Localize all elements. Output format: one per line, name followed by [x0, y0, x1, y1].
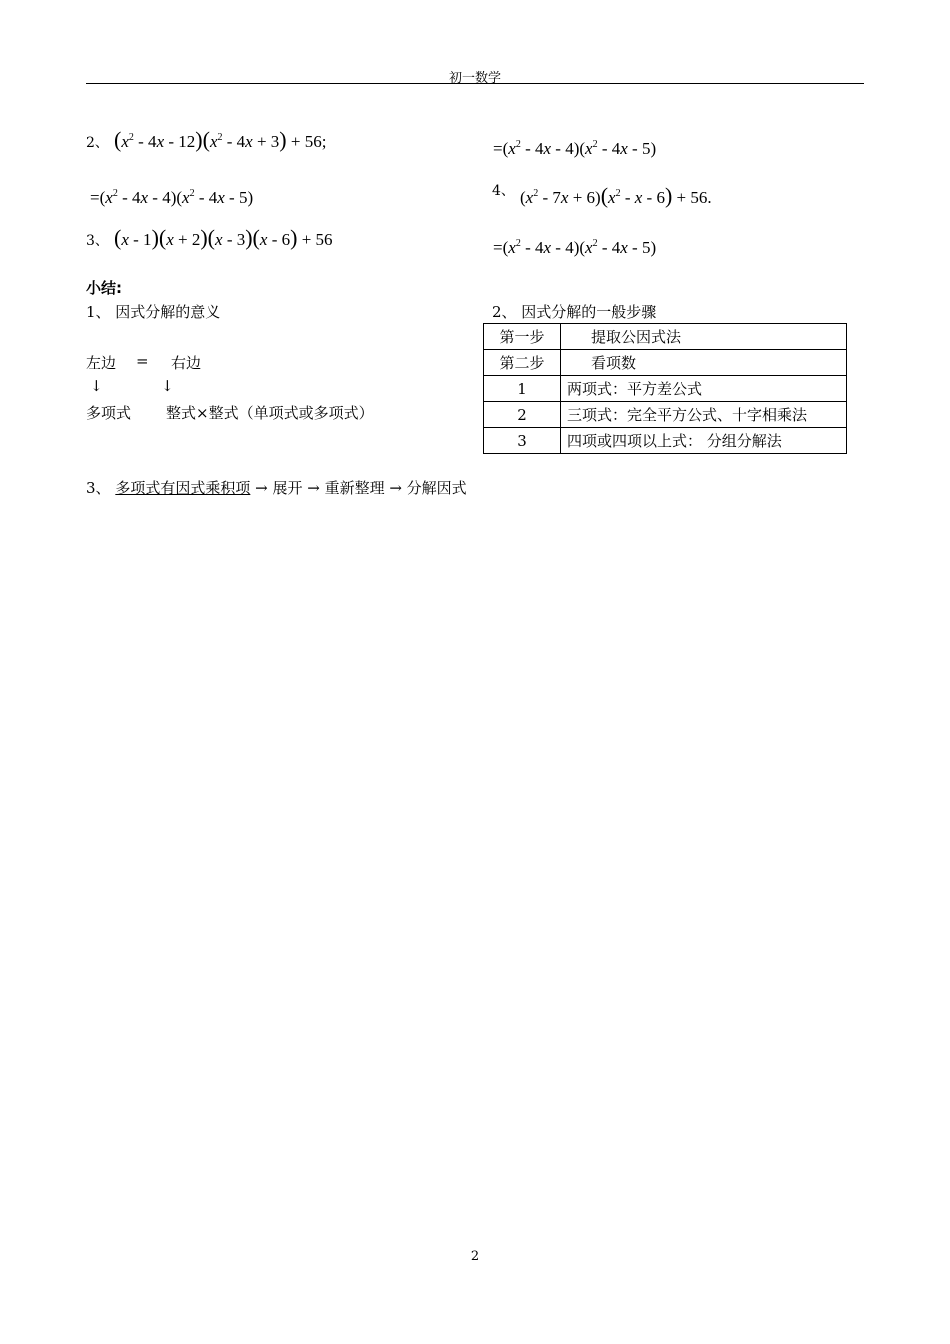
- method-cell: 看项数: [561, 350, 847, 376]
- exercise-2-formula: $(x^2 - 4x - 12)(x^2 - 4x + 3) + 56$;: [114, 127, 327, 152]
- method-cell: 三项式：完全平方公式、十字相乘法: [561, 402, 847, 428]
- method-cell: 两项式：平方差公式: [561, 376, 847, 402]
- label-product: 整式×整式（单项式或多项式）: [166, 404, 374, 422]
- equals-sign: =: [493, 238, 503, 257]
- arrow-down-icon: ↓: [161, 377, 174, 395]
- exercise-3-label: 3、: [86, 233, 109, 249]
- steps-table: [483, 323, 847, 454]
- equals-sign: =: [90, 188, 100, 207]
- method-cell: 四项或四项以上式： 分组分解法: [561, 428, 847, 454]
- label-left-side: 左边: [86, 354, 117, 372]
- summary-item-3: [86, 477, 467, 498]
- exercise-4-label: 4、: [492, 183, 515, 199]
- table-row: [484, 402, 847, 428]
- label-equals: =: [136, 352, 149, 370]
- item-3-flow: → 展开 → 重新整理 → 分解因式: [255, 479, 467, 497]
- exercise-3: [86, 225, 333, 250]
- step-cell: 1: [484, 376, 561, 402]
- label-right-side: 右边: [171, 354, 202, 372]
- exercise-4: [492, 180, 515, 200]
- header-rule: [86, 83, 864, 84]
- exercise-3-formula: (x - 1)(x + 2)(x - 3)(x - 6) + 56: [114, 225, 333, 250]
- page-number: 2: [470, 1249, 480, 1264]
- exercise-4-formula: $(x^2 - 7x + 6)(x^2 - x - 6) + 56$.: [520, 183, 712, 208]
- table-row: [484, 350, 847, 376]
- arrow-down-icon: ↓: [90, 377, 103, 395]
- summary-item-1-title: 1、 因式分解的意义: [86, 303, 221, 321]
- right-result-2: $=(x^2 - 4x - 4)(x^2 - 4x - 5)$: [493, 238, 657, 257]
- item-3-underlined-text: 多项式有因式乘积项: [115, 479, 251, 497]
- step-cell: 2: [484, 402, 561, 428]
- label-polynomial: 多项式: [86, 404, 132, 422]
- exercise-2-label: 2、: [86, 135, 109, 151]
- step-cell: 第二步: [484, 350, 561, 376]
- exercise-2: [86, 127, 327, 152]
- exercise-2-result: $=(x^2 - 4x - 4)(x^2 - 4x - 5)$: [90, 188, 254, 207]
- summary-heading: 小结:: [86, 279, 122, 297]
- table-row: [484, 428, 847, 454]
- header-title: 初一数学: [448, 71, 501, 86]
- item-3-number: 3、: [86, 479, 111, 497]
- equals-sign: =: [493, 139, 503, 158]
- step-cell: 3: [484, 428, 561, 454]
- table-row: [484, 324, 847, 350]
- summary-item-2-title: 2、 因式分解的一般步骤: [492, 303, 657, 321]
- table-row: [484, 376, 847, 402]
- method-cell: 提取公因式法: [561, 324, 847, 350]
- right-result-1: $=(x^2 - 4x - 4)(x^2 - 4x - 5)$: [493, 139, 657, 158]
- step-cell: 第一步: [484, 324, 561, 350]
